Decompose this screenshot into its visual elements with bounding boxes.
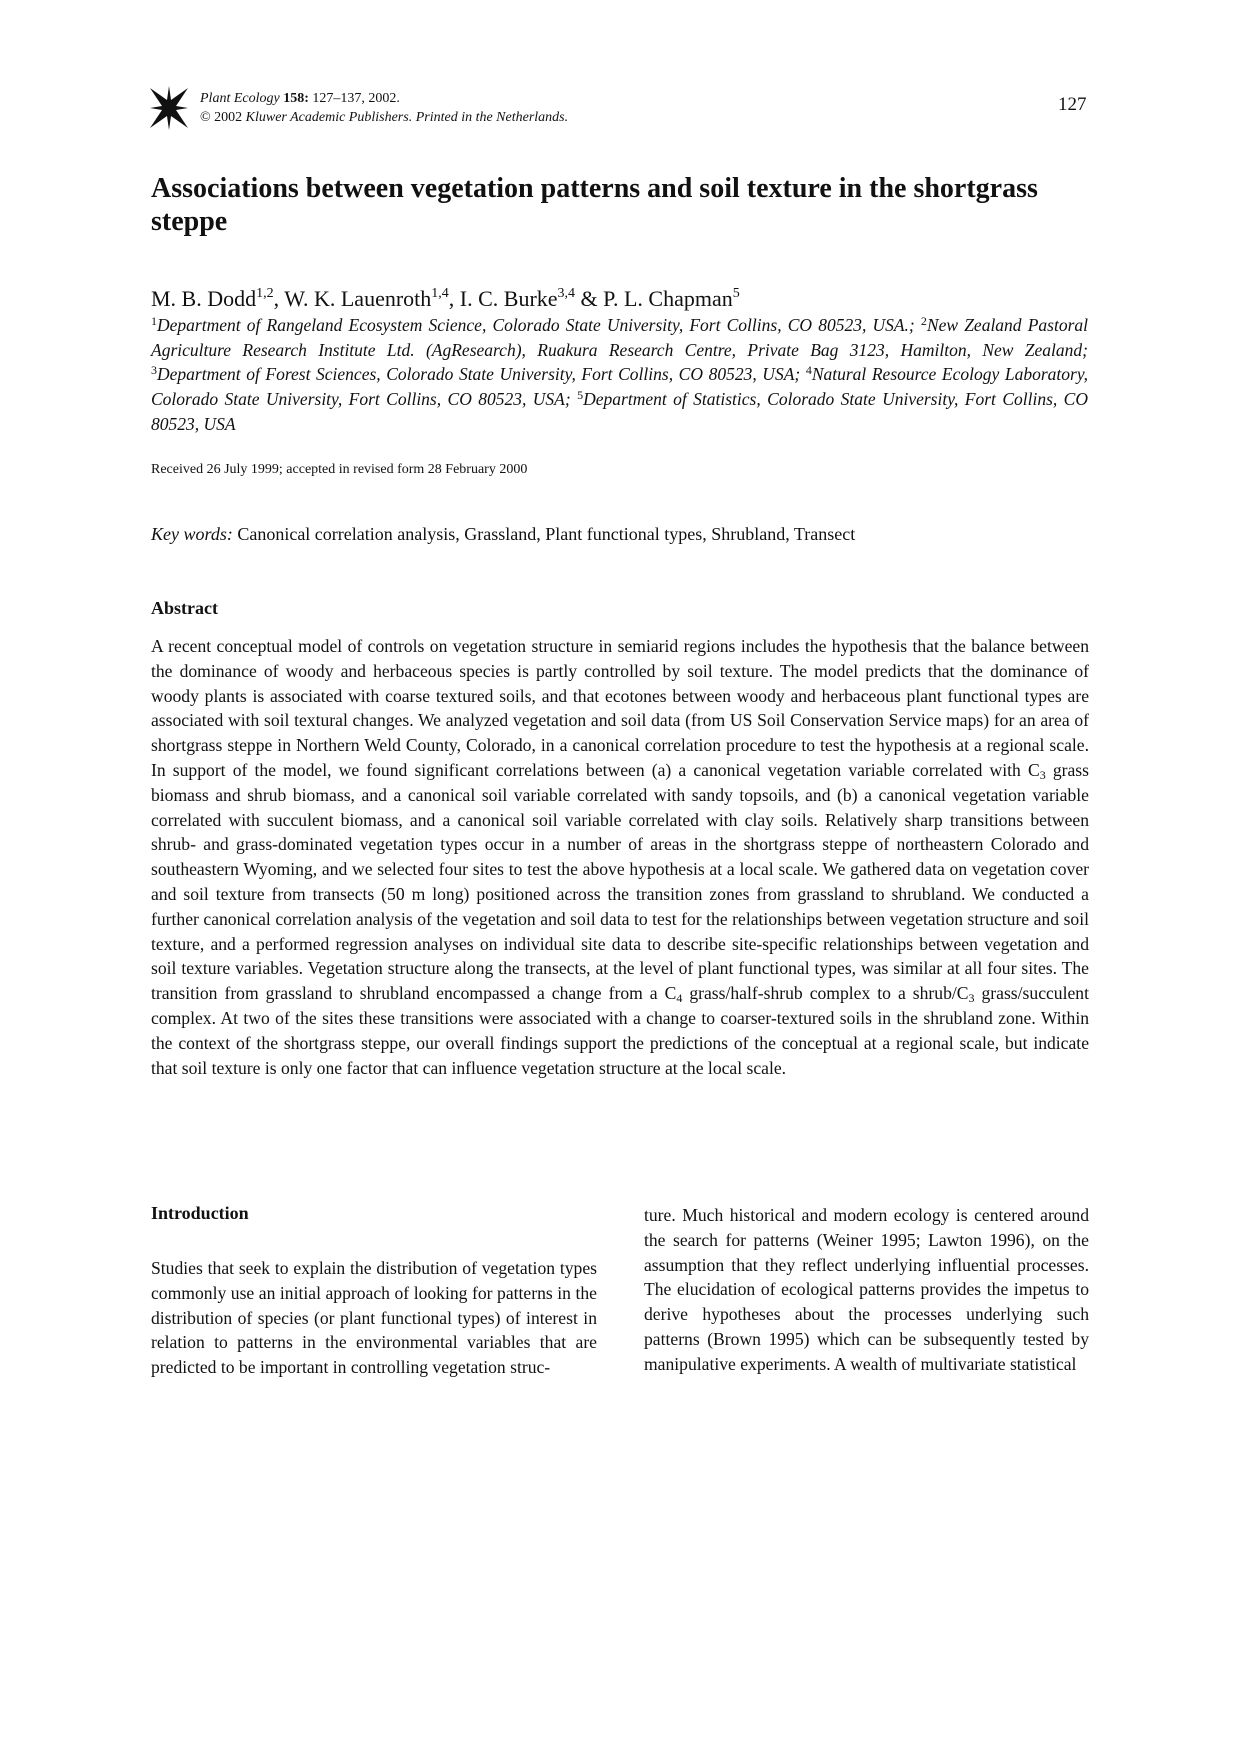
publisher-logo-icon — [150, 86, 188, 130]
author-affiliation-mark: 5 — [732, 286, 740, 301]
author: M. B. Dodd — [151, 286, 257, 311]
journal-citation — [200, 89, 568, 127]
keywords-text: Canonical correlation analysis, Grassland, Plant functional types, Shrubland, Transect — [232, 524, 856, 544]
subscript: 3 — [1039, 767, 1046, 782]
page-number: 127 — [1058, 94, 1087, 115]
affiliation-mark: 1 — [151, 314, 157, 328]
body-column-right: ture. Much historical and modern ecology is centered around the search for patterns (Weiner 1995; Lawton 1996), on the assumption that they reflect underlying influential processes. The elucidation of ecological patterns provides the impetus to derive hypotheses about the processes underlying such patterns (Brown 1995) which can be subsequently tested by manipulative experiments. A wealth of multivariate statistical — [644, 1205, 1089, 1374]
abstract-body — [151, 634, 1089, 1080]
author-affiliation-mark: 3,4 — [557, 286, 576, 301]
author-list — [151, 285, 740, 313]
affiliation-mark: 4 — [805, 363, 812, 378]
affiliation: Department of Statistics, Colorado State University, Fort Collins, CO 80523, USA — [151, 389, 1088, 434]
affiliations — [151, 313, 1088, 437]
publisher: Kluwer Academic Publishers. Printed in the Netherlands. — [245, 110, 569, 125]
introduction-heading: Introduction — [151, 1203, 249, 1223]
body-column-left: Studies that seek to explain the distribution of vegetation types commonly use an initial approach of looking for patterns in the distribution of species (or plant functional types) of interest in relation to patterns in the environmental variables that are predicted to be important in controlling vegetation struc- — [151, 1258, 597, 1378]
author-affiliation-mark: 1,4 — [431, 286, 449, 301]
abstract-text: grass/succulent complex. At two of the sites these transitions were associated with a change to coarser-textured soils in the shrubland zone. Within the context of the shortgrass steppe, our overall findings support the predictions of the conceptual at a regional scale, but indicate that soil texture is only one factor that can influence vegetation structure at the local scale. — [151, 983, 1089, 1078]
subscript: 4 — [676, 991, 683, 1006]
abstract-text: grass biomass and shrub biomass, and a canonical soil variable correlated with sandy topsoils, and (b) a canonical vegetation variable correlated with succulent biomass, and a canonical soil variable correlated with clay soils. Relatively sharp transitions between shrub- and grass-dominated vegetation types occur in a number of areas in the shortgrass steppe of northeastern Colorado and southeastern Wyoming, and we selected four sites to test the above hypothesis at a local scale. We gathered data on vegetation cover and soil texture from transects (50 m long) positioned across the transition zones from grassland to shrubland. We conducted a further canonical correlation analysis of the vegetation and soil data to test for the relationships between vegetation structure and soil texture, and a performed regression analyses on individual site data to describe site-specific relationships between vegetation and soil texture variables. Vegetation structure along the transects, at the level of plant functional types, was similar at all four sites. The transition from grassland to shrubland encompassed a change from a C — [151, 759, 1089, 1004]
keywords — [151, 524, 855, 545]
affiliation: New Zealand Pastoral Agriculture Research Institute Ltd. (AgResearch), Ruakura Research Centre, Private Bag 3123, Hamilton, New Zealand; — [151, 315, 1088, 360]
author-separator: , — [448, 286, 460, 311]
affiliation: Department of Forest Sciences, Colorado State University, Fort Collins, CO 80523, USA; — [157, 364, 806, 385]
author: W. K. Lauenroth — [284, 286, 432, 311]
journal-volume: 158: — [283, 91, 309, 106]
journal-pages-year: 127–137, 2002. — [312, 91, 400, 106]
affiliation: Natural Resource Ecology Laboratory, Colorado State University, Fort Collins, CO 80523, USA; — [151, 364, 1088, 410]
abstract-heading: Abstract — [151, 598, 218, 618]
journal-name: Plant Ecology — [200, 91, 280, 106]
copyright: © 2002 — [200, 110, 243, 125]
abstract-text: grass/half-shrub complex to a shrub/C — [682, 983, 969, 1004]
paper-title: Associations between vegetation patterns and soil texture in the shortgrass steppe — [151, 173, 1038, 237]
affiliation: Department of Rangeland Ecosystem Science, Colorado State University, Fort Collins, CO 80523, USA.; — [157, 315, 921, 335]
author-separator: , — [273, 286, 285, 311]
author: P. L. Chapman — [603, 286, 733, 311]
affiliation-mark: 2 — [920, 314, 927, 328]
abstract-text: A recent conceptual model of controls on vegetation structure in semiarid regions includes the hypothesis that the balance between the dominance of woody and herbaceous species is partly controlled by soil texture. The model predicts that the dominance of woody plants is associated with coarse textured soils, and that ecotones between woody and herbaceous plant functional types are associated with soil textural changes. We analyzed vegetation and soil data (from US Soil Conservation Service maps) for an area of shortgrass steppe in Northern Weld County, Colorado, in a canonical correlation procedure to test the hypothesis at a regional scale. In support of the model, we found significant correlations between (a) a canonical vegetation variable correlated with C — [151, 636, 1089, 780]
keywords-label: Key words: — [151, 524, 233, 544]
affiliation-mark: 5 — [577, 388, 584, 403]
affiliation-mark: 3 — [151, 363, 157, 378]
subscript: 3 — [968, 991, 975, 1006]
author: I. C. Burke — [459, 286, 558, 311]
author-affiliation-mark: 1,2 — [256, 286, 274, 301]
received-dates: Received 26 July 1999; accepted in revised form 28 February 2000 — [151, 462, 528, 477]
author-separator: & — [575, 286, 604, 311]
